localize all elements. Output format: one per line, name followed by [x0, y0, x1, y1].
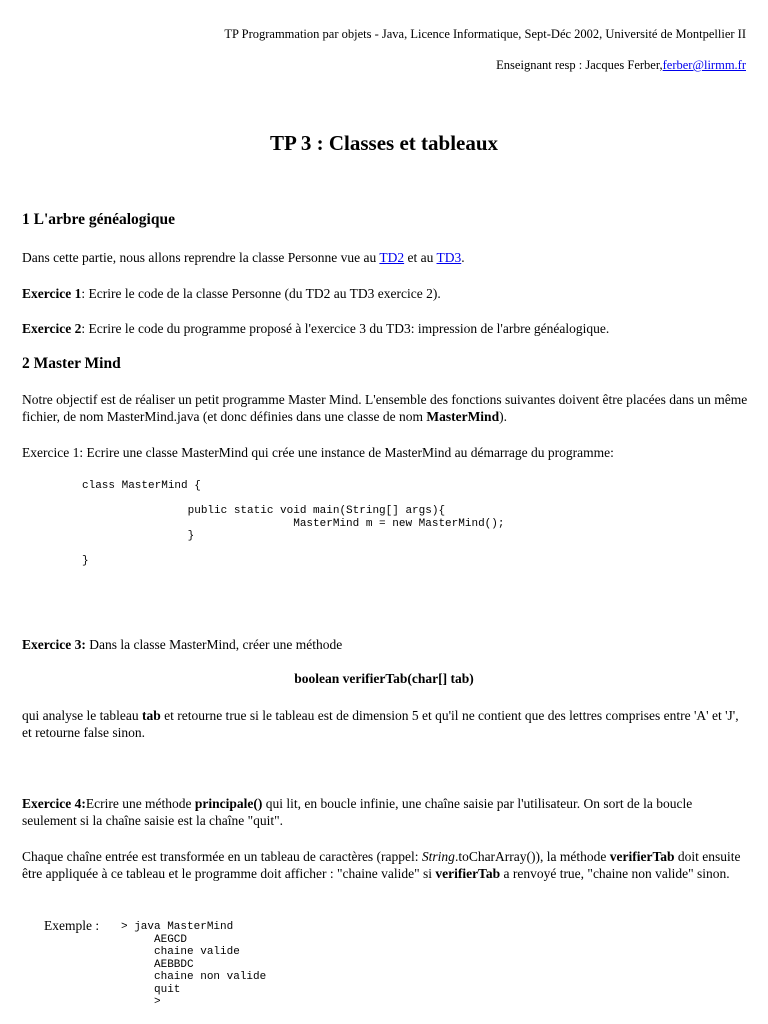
param-name: tab [141, 708, 161, 723]
exercise-text: Ecrire une méthode [85, 796, 195, 811]
intro-text: Notre objectif est de réaliser un petit programme Master Mind. L'ensemble des fonctions suivantes doivent être placées dans un même fichier, de nom MasterMind.java (et donc définies dans une classe de nom [22, 392, 748, 424]
exercise-label: Exercice 3: [22, 637, 86, 652]
section1-heading: 1 L'arbre généalogique [22, 211, 175, 228]
explanation-text: doit ensuite être appliquée à ce tableau et le programme doit afficher : "chaine valide" si [22, 849, 741, 881]
exercise-text: : Ecrire le code du programme proposé à l'exercice 3 du TD3: impression de l'arbre généalogique. [81, 321, 610, 336]
explanation-text: .toCharArray()), la méthode [454, 849, 610, 864]
code-block-example: > java MasterMind AEGCD chaine valide AEBBDC chaine non valide quit > [121, 921, 267, 1008]
header-teacher-label: Enseignant resp : Jacques Ferber, [496, 58, 663, 72]
method-name: verifierTab [435, 866, 501, 881]
td3-link[interactable]: TD3 [436, 250, 462, 265]
section2-exercise4 [22, 795, 750, 829]
exercise-label: Exercice 1 [22, 286, 82, 301]
section1-exercise1 [22, 285, 750, 302]
email-link[interactable]: ferber@lirmm.fr [662, 58, 746, 72]
exercise-text: Dans la classe MasterMind, créer une méthode [85, 637, 343, 652]
example-label: Exemple : [44, 918, 100, 933]
explanation-text: a renvoyé true, "chaine non valide" sinon. [500, 866, 730, 881]
method-name: verifierTab [609, 849, 675, 864]
section2-exercise3-desc [22, 707, 750, 741]
explanation-text: Chaque chaîne entrée est transformée en un tableau de caractères (rappel: [22, 849, 422, 864]
header-course-line: TP Programmation par objets - Java, Licence Informatique, Sept-Déc 2002, Université de Montpellier II [224, 27, 746, 41]
desc-text: qui analyse le tableau [22, 708, 142, 723]
code-block-mastermind: class MasterMind { public static void main(String[] args){ MasterMind m = new MasterMind(); } } [82, 480, 505, 567]
type-name: String [421, 849, 455, 864]
intro-text: Dans cette partie, nous allons reprendre la classe Personne vue au [22, 250, 380, 265]
exercise-text: qui lit, en boucle infinie, une chaîne saisie par l'utilisateur. On sort de la boucle seulement si la chaîne saisie est la chaîne "quit". [22, 796, 693, 828]
intro-text: . [461, 250, 465, 265]
header-teacher-line [496, 58, 746, 73]
section2-intro [22, 391, 750, 425]
page-title: TP 3 : Classes et tableaux [269, 131, 499, 155]
intro-text: ). [499, 409, 507, 424]
section2-heading: 2 Master Mind [22, 355, 121, 372]
class-name: MasterMind [426, 409, 500, 424]
intro-text: et au [404, 250, 437, 265]
method-signature: boolean verifierTab(char[] tab) [294, 671, 474, 686]
desc-text: et retourne true si le tableau est de dimension 5 et qu'il ne contient que des lettres comprises entre 'A' et 'J', et retourne false sinon. [22, 708, 739, 740]
exercise-label: Exercice 2 [22, 321, 82, 336]
section2-exercise1: Exercice 1: Ecrire une classe MasterMind qui crée une instance de MasterMind au démarrage du programme: [22, 445, 614, 460]
section2-explanation [22, 848, 750, 882]
td2-link[interactable]: TD2 [379, 250, 405, 265]
section1-intro [22, 249, 750, 266]
exercise-text: : Ecrire le code de la classe Personne (du TD2 au TD3 exercice 2). [81, 286, 441, 301]
method-name: principale() [194, 796, 263, 811]
section1-exercise2 [22, 320, 750, 337]
section2-exercise3 [22, 636, 750, 653]
exercise-label: Exercice 4: [22, 796, 86, 811]
